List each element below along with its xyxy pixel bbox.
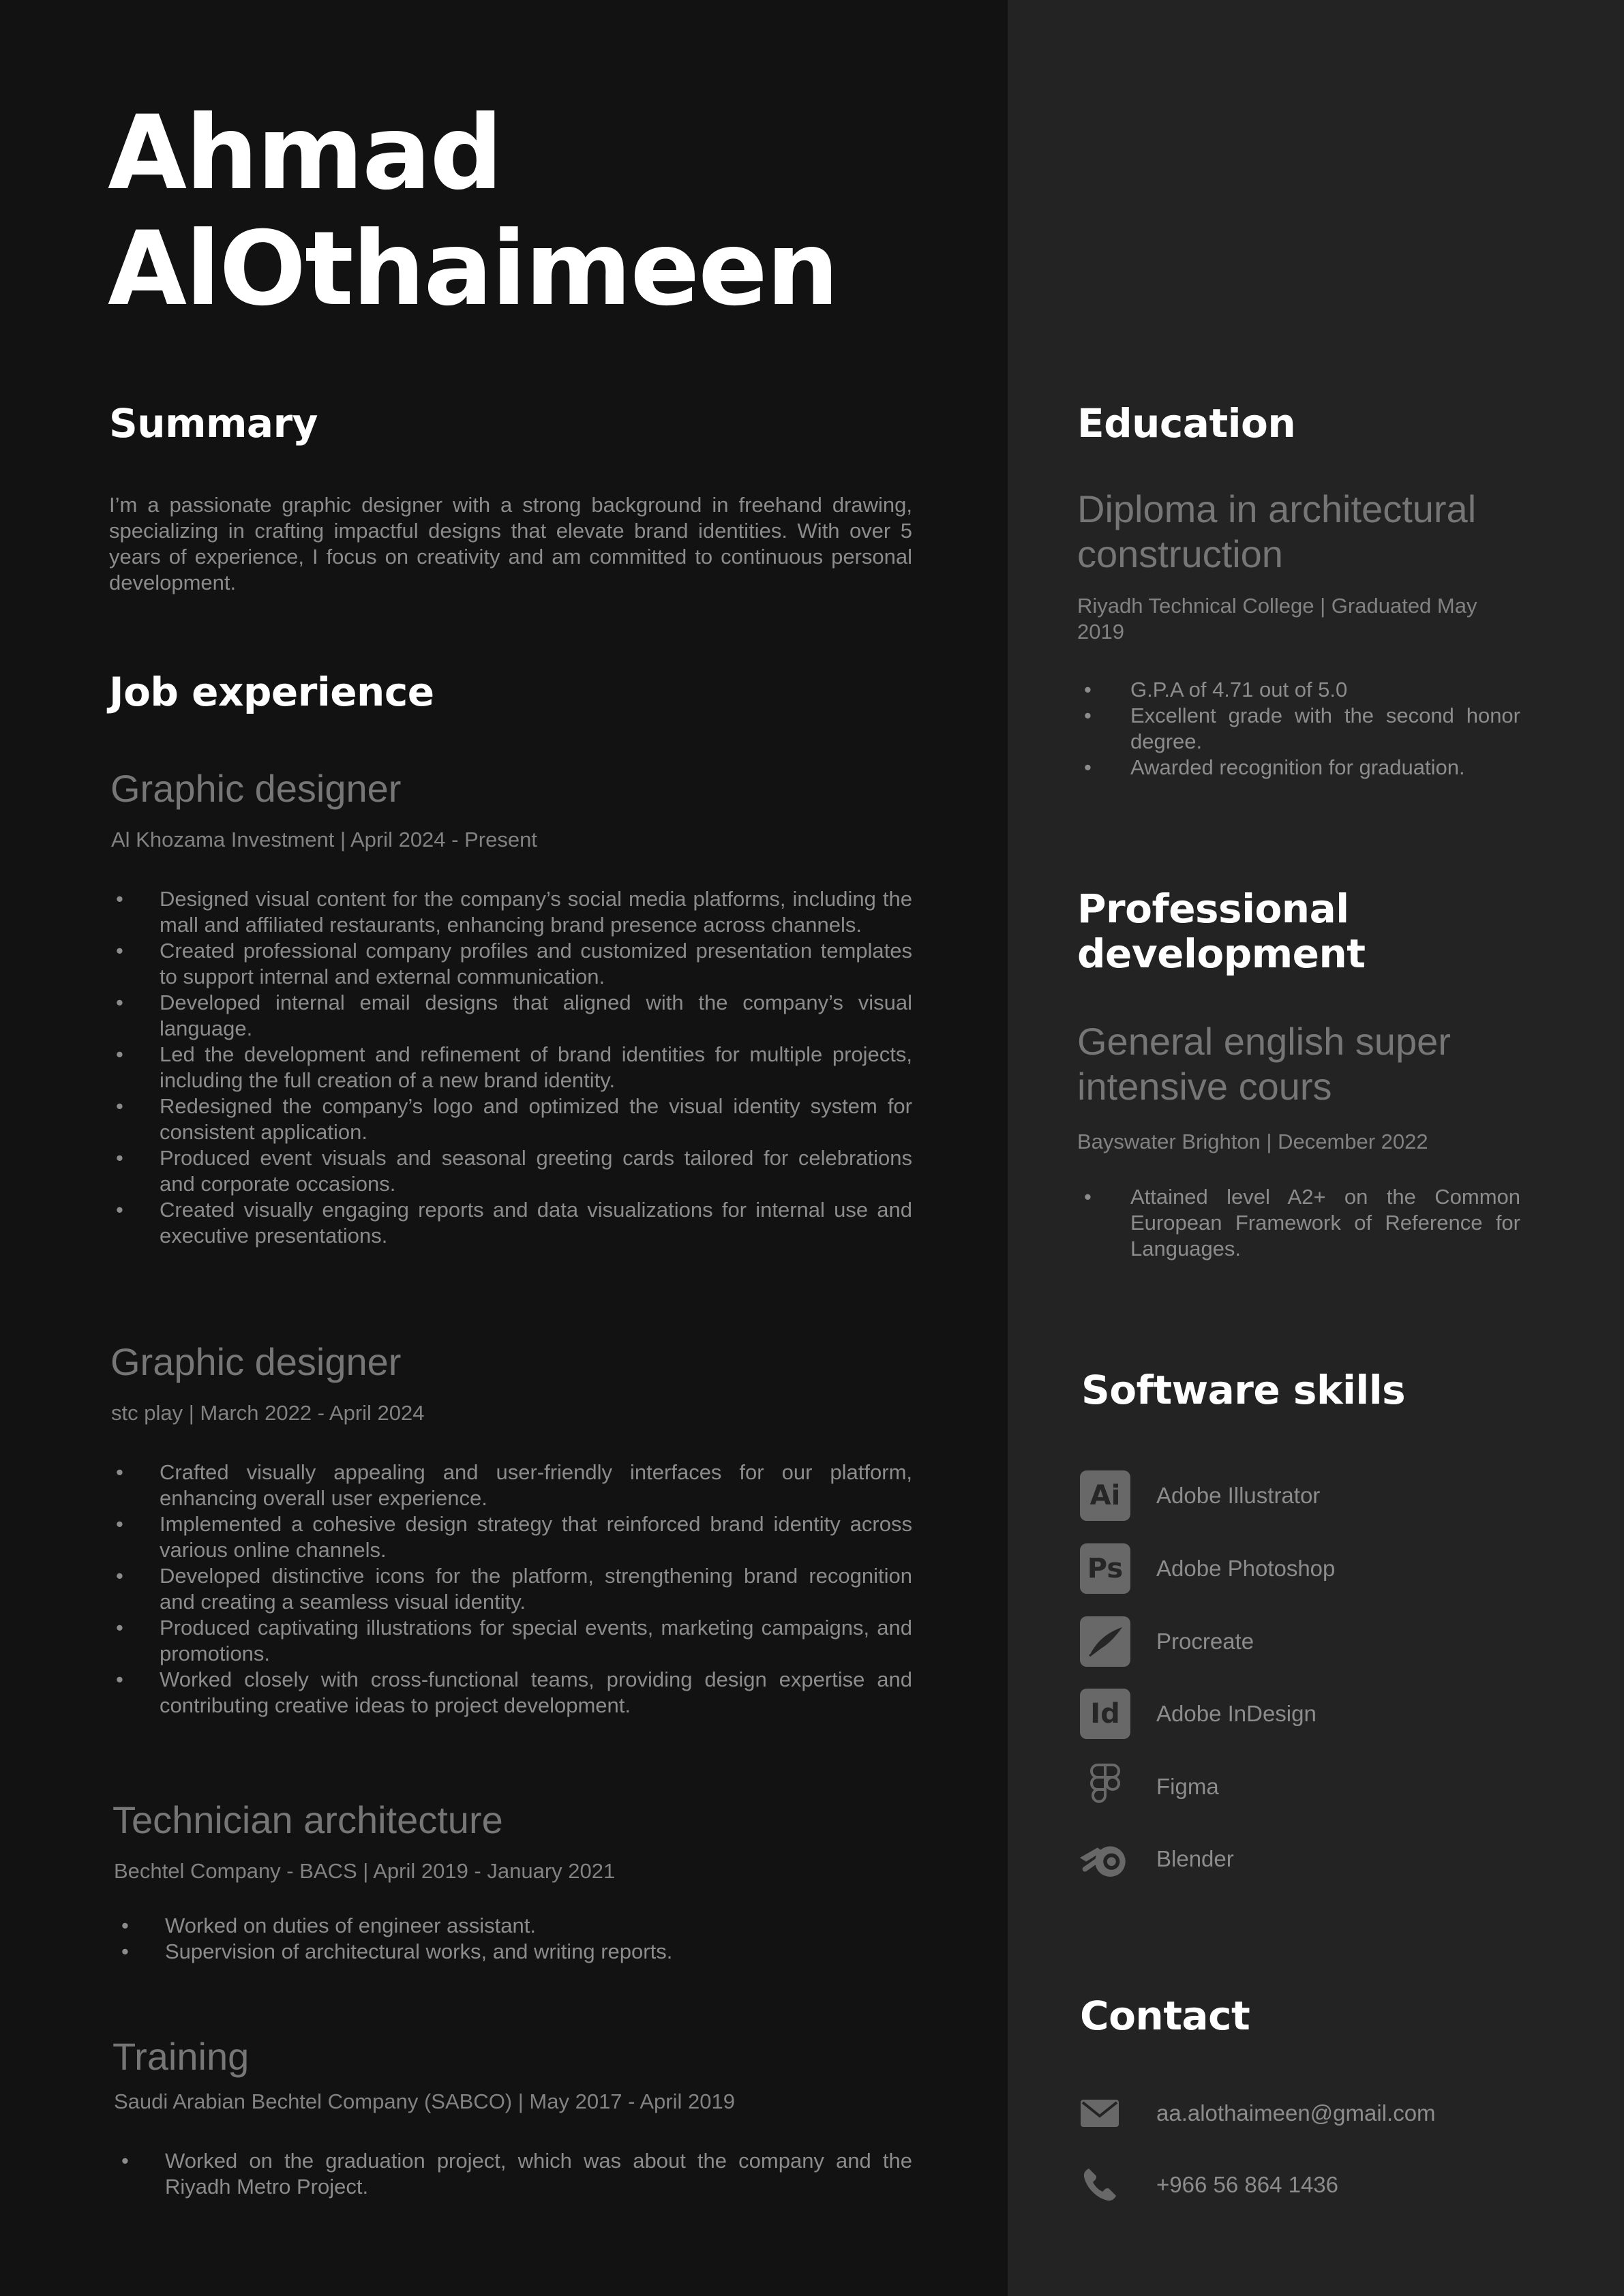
contact-heading: Contact <box>1080 1993 1250 2039</box>
job-meta: Al Khozama Investment | April 2024 - Present <box>111 828 537 851</box>
list-item: • Designed visual content for the company’s social media platforms, including the mall and affiliated restaurants, enhancing brand presence across channels. <box>110 886 912 938</box>
skill-item <box>1079 1687 1556 1741</box>
list-item: • Attained level A2+ on the Common European Framework of Reference for Languages. <box>1077 1184 1520 1262</box>
list-item: • Worked closely with cross-functional teams, providing design expertise and contributing creative ideas to project development. <box>110 1667 912 1719</box>
contact-phone[interactable] <box>1079 2161 1338 2209</box>
blender-icon <box>1079 1832 1132 1886</box>
contact-email[interactable] <box>1079 2089 1436 2137</box>
list-item: • Produced captivating illustrations for special events, marketing campaigns, and promotions. <box>110 1615 912 1667</box>
skill-item <box>1079 1468 1556 1523</box>
development-bullets <box>1077 1184 1520 1262</box>
list-item: • G.P.A of 4.71 out of 5.0 <box>1077 677 1520 703</box>
phone-link[interactable]: +966 56 864 1436 <box>1156 2172 1339 2197</box>
list-item: • Created professional company profiles and customized presentation templates to support internal and external communication. <box>110 938 912 990</box>
job-bullets <box>116 2148 912 2200</box>
development-meta: Bayswater Brighton | December 2022 <box>1077 1130 1428 1153</box>
name-title <box>108 95 838 327</box>
skill-label: Procreate <box>1156 1629 1254 1654</box>
summary-heading: Summary <box>109 400 318 447</box>
list-item: • Developed distinctive icons for the platform, strengthening brand recognition and creating a seamless visual identity. <box>110 1563 912 1615</box>
skill-label: Adobe InDesign <box>1156 1701 1317 1726</box>
procreate-icon <box>1079 1615 1132 1668</box>
skill-item <box>1079 1614 1556 1669</box>
photoshop-icon: Ps <box>1079 1542 1132 1595</box>
skill-label: Adobe Illustrator <box>1156 1483 1321 1508</box>
education-bullets <box>1077 677 1520 781</box>
education-heading: Education <box>1077 400 1296 447</box>
phone-icon <box>1079 2164 1121 2206</box>
list-item: • Worked on the graduation project, which was about the company and the Riyadh Metro Project. <box>116 2148 912 2200</box>
list-item: • Led the development and refinement of brand identities for multiple projects, including the full creation of a new brand identity. <box>110 1042 912 1093</box>
skill-label: Figma <box>1156 1774 1219 1799</box>
indesign-icon: Id <box>1079 1687 1132 1740</box>
job-title: Training <box>112 2035 250 2078</box>
skill-item <box>1079 1541 1556 1596</box>
job-title: Technician architecture <box>112 1798 503 1841</box>
job-bullets <box>116 1913 912 1965</box>
list-item: • Created visually engaging reports and data visualizations for internal use and executive presentations. <box>110 1197 912 1249</box>
list-item: • Implemented a cohesive design strategy that reinforced brand identity across various online channels. <box>110 1511 912 1563</box>
list-item: • Worked on duties of engineer assistant. <box>116 1913 912 1939</box>
email-link[interactable]: aa.alothaimeen@gmail.com <box>1156 2100 1436 2126</box>
list-item: • Awarded recognition for graduation. <box>1077 755 1520 781</box>
education-meta: Riyadh Technical College | Graduated May 2019 <box>1077 594 1477 644</box>
skill-label: Blender <box>1156 1846 1234 1871</box>
job-title: Graphic designer <box>110 1340 402 1383</box>
figma-icon <box>1079 1760 1132 1813</box>
list-item: • Excellent grade with the second honor degree. <box>1077 703 1520 755</box>
list-item: • Developed internal email designs that aligned with the company’s visual language. <box>110 990 912 1042</box>
last-name: AlOthaimeen <box>108 210 838 329</box>
software-heading: Software skills <box>1081 1367 1406 1413</box>
job-meta: Saudi Arabian Bechtel Company (SABCO) | May 2017 - April 2019 <box>114 2089 735 2113</box>
skill-item <box>1079 1832 1556 1886</box>
job-title: Graphic designer <box>110 767 402 810</box>
list-item: • Produced event visuals and seasonal greeting cards tailored for celebrations and corporate occasions. <box>110 1145 912 1197</box>
summary-text: I’m a passionate graphic designer with a strong background in freehand drawing, specializing in crafting impactful designs that elevate brand identities. With over 5 years of experience, I focus on creativity and am committed to continuous personal development. <box>109 493 912 594</box>
mail-icon <box>1079 2092 1121 2134</box>
skill-label: Adobe Photoshop <box>1156 1556 1336 1581</box>
job-meta: stc play | March 2022 - April 2024 <box>111 1401 425 1425</box>
list-item: • Crafted visually appealing and user-friendly interfaces for our platform, enhancing overall user experience. <box>110 1460 912 1511</box>
first-name: Ahmad <box>108 94 502 213</box>
job-bullets <box>110 1460 912 1719</box>
illustrator-icon: Ai <box>1079 1469 1132 1522</box>
skill-item <box>1079 1759 1556 1814</box>
experience-heading: Job experience <box>109 669 434 715</box>
development-heading: Professional development <box>1077 886 1366 977</box>
list-item: • Redesigned the company’s logo and optimized the visual identity system for consistent application. <box>110 1093 912 1145</box>
list-item: • Supervision of architectural works, and writing reports. <box>116 1939 912 1965</box>
job-bullets <box>110 886 912 1249</box>
course-title: General english super intensive cours <box>1077 1020 1451 1108</box>
job-meta: Bechtel Company - BACS | April 2019 - January 2021 <box>114 1859 616 1883</box>
degree-title: Diploma in architectural construction <box>1077 487 1477 575</box>
